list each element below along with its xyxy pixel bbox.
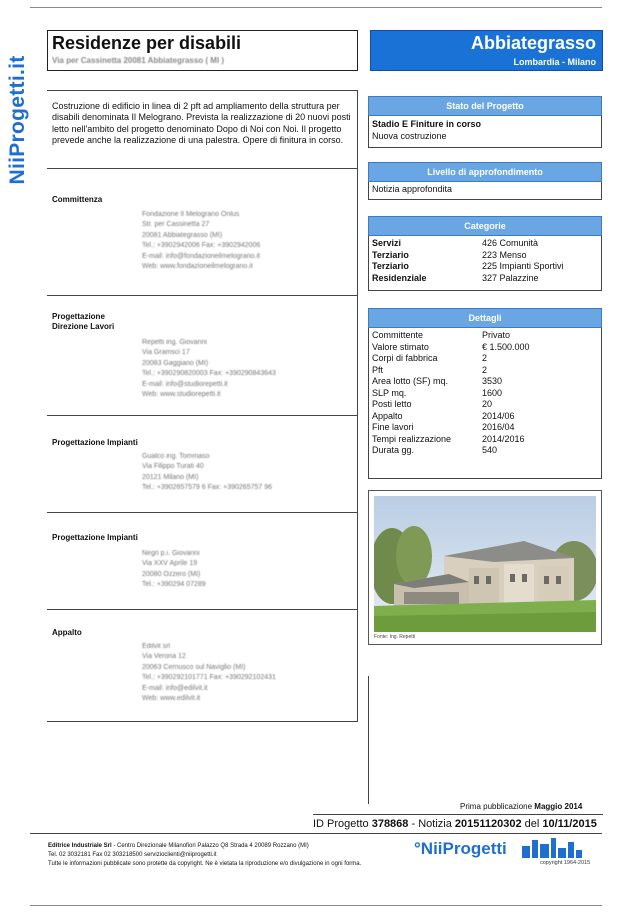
side-logo — [4, 30, 32, 210]
detail-line: Edilvit srl — [142, 643, 171, 650]
footer-logo: °NiiProgetti — [414, 839, 507, 858]
detail-line: Fondazione Il Melograno Onlus — [142, 211, 240, 218]
livello-header: Livello di approfondimento — [368, 162, 602, 182]
categoria-row: Servizi 426 Comunità — [372, 238, 539, 248]
section-details-impianti-2 — [142, 549, 206, 591]
dettaglio-row: Committente Privato — [372, 330, 511, 340]
section-rule — [47, 168, 358, 169]
categoria-row: Residenziale 327 Palazzine — [372, 272, 539, 283]
section-title-impianti-2: Progettazione Impianti — [52, 533, 138, 542]
footer-rule — [30, 833, 602, 834]
detail-line: Tel.: +390294 07289 — [142, 581, 206, 589]
stato-body — [368, 116, 602, 148]
id-rule — [313, 814, 603, 815]
detail-line: Web: www.edilvit.it — [142, 695, 201, 703]
section-rule — [47, 295, 358, 296]
rights-notice: Tutte le informazioni pubblicate sono protette da copyright. Ne è vietata la riproduzione e/o divulgazione in ogni forma. — [48, 861, 362, 867]
stato-stage: Stadio E Finiture in corso — [372, 119, 482, 129]
categorie-body — [368, 236, 602, 291]
right-column-border — [368, 676, 369, 804]
dettaglio-row: Appalto 2014/06 — [372, 410, 515, 421]
stato-type: Nuova costruzione — [372, 130, 447, 141]
bottom-rule — [30, 905, 602, 906]
detail-line: Str. per Cassinetta 27 — [142, 221, 210, 229]
side-logo-text: NiiProgetti.it — [6, 55, 29, 185]
detail-line: Via Gramsci 17 — [142, 349, 190, 357]
categoria-row: Terziario 223 Menso — [372, 249, 527, 260]
section-details-progettazione — [142, 338, 276, 400]
dettaglio-row: Corpi di fabbrica 2 — [372, 353, 488, 363]
desc-top-rule — [47, 90, 358, 91]
project-description: Costruzione di edificio in linea di 2 pft ad ampliamento della struttura per disabili denominata Il Melograno. Prevista la realizzazione di 20 nuovi posti letto nell'ambito del progetto denominato Dopo di Noi con Noi. Il progetto prevede anche la realizzazione di una palestra. Opere di finitura in corso. — [52, 101, 351, 145]
section-details-impianti-1 — [142, 452, 272, 494]
detail-line: Negri p.i. Giovanni — [142, 550, 200, 557]
stato-header: Stato del Progetto — [368, 96, 602, 116]
detail-line: Tel.: +3902657579 6 Fax: +390265757 96 — [142, 484, 272, 492]
detail-line: Web: www.studiorepetti.it — [142, 391, 221, 399]
section-rule — [47, 609, 358, 610]
publisher-contacts: Tel. 02 3032181 Fax 02 303218500 servizioclienti@niiprogetti.it — [48, 852, 217, 858]
section-rule — [47, 415, 358, 416]
detail-line: Via Verona 12 — [142, 653, 186, 661]
detail-line: Tel.: +390290820003 Fax: +390290843643 — [142, 370, 276, 378]
section-title-progettazione — [52, 312, 114, 332]
detail-line: Tel.: +390292101771 Fax: +390292102431 — [142, 674, 276, 682]
detail-line: Via XXV Aprile 19 — [142, 560, 198, 568]
categoria-row: Terziario 225 Impianti Sportivi — [372, 261, 564, 271]
section-title-impianti-1: Progettazione Impianti — [52, 438, 138, 447]
del-label: del — [524, 818, 540, 830]
dettaglio-row: Fine lavori 2016/04 — [372, 422, 515, 432]
detail-line: 20080 Ozzero (MI) — [142, 570, 201, 578]
detail-line: 20121 Milano (MI) — [142, 473, 199, 481]
copyright: copyright 1964-2015 — [540, 860, 591, 866]
photo-caption: Fonte: Ing. Repetti — [374, 634, 416, 640]
detail-line: Web: www.fondazioneilmelograno.it — [142, 263, 253, 271]
pub-value: Maggio 2014 — [534, 802, 583, 811]
dettaglio-row: Valore stimato € 1.500.000 — [372, 341, 530, 352]
section-rule — [47, 721, 358, 722]
detail-line: Gualco ing. Tommaso — [142, 453, 210, 460]
publisher-address: - Centro Direzionale Milanofiori Palazzo Q8 Strada 4 20089 Rozzano (MI) — [111, 843, 309, 849]
dettagli-body — [368, 328, 602, 479]
dettaglio-row: Durata gg. 540 — [372, 445, 498, 455]
id-value: 378868 — [371, 818, 409, 830]
title-box — [47, 30, 358, 71]
detail-line: E-mail: info@studiorepetti.it — [142, 380, 228, 388]
notizia-label: - Notizia — [411, 818, 452, 830]
section-details-committenza — [142, 210, 260, 272]
section-title-committenza: Committenza — [52, 195, 103, 204]
categorie-header: Categorie — [368, 216, 602, 236]
dettaglio-row: Posti letto 20 — [372, 399, 493, 409]
region-name: Lombardia - Milano — [513, 57, 596, 67]
project-title: Residenze per disabili — [52, 33, 242, 53]
dettagli-header: Dettagli — [368, 308, 602, 328]
project-address: Via per Cassinetta 20081 Abbiategrasso ( MI ) — [52, 56, 225, 65]
dettaglio-row: Area lotto (SF) mq. 3530 — [372, 376, 503, 386]
livello-value: Notizia approfondita — [372, 184, 453, 194]
city-box — [370, 30, 603, 71]
city-name: Abbiategrasso — [470, 33, 596, 53]
detail-line: Via Filippo Turati 40 — [142, 463, 204, 471]
del-value: 10/11/2015 — [542, 818, 597, 830]
pub-label: Prima pubblicazione — [460, 802, 533, 811]
notizia-value: 20151120302 — [454, 818, 522, 830]
detail-line: Repetti ing. Giovanni — [142, 339, 207, 346]
detail-line: Tel.: +3902942006 Fax: +3902942006 — [142, 242, 261, 250]
id-label: ID Progetto — [313, 818, 369, 830]
dettaglio-row: Tempi realizzazione 2014/2016 — [372, 433, 525, 444]
publisher-name: Editrice Industriale Srl — [48, 843, 112, 849]
title-line: Progettazione — [52, 312, 105, 321]
left-column-border — [357, 90, 358, 722]
building-rendering-image — [374, 496, 596, 632]
livello-body — [368, 182, 602, 200]
title-line: Direzione Lavori — [52, 322, 115, 331]
detail-line: E-mail: info@edilvit.it — [142, 684, 208, 692]
skyline-icon — [522, 836, 582, 858]
dettaglio-row: Pft 2 — [372, 364, 488, 375]
detail-line: 20081 Abbiategrasso (MI) — [142, 231, 223, 239]
detail-line: 20063 Cernusco sul Naviglio (MI) — [142, 663, 246, 671]
detail-line: 20083 Gaggiano (MI) — [142, 359, 209, 367]
publisher-line — [48, 843, 309, 849]
dettaglio-row: SLP mq. 1600 — [372, 387, 503, 398]
first-publication — [460, 802, 582, 811]
section-details-appalto — [142, 642, 276, 704]
top-rule — [30, 7, 602, 8]
project-rendering — [368, 490, 602, 645]
project-id-line — [313, 818, 597, 830]
section-title-appalto: Appalto — [52, 628, 82, 637]
detail-line: E-mail: info@fondazioneilmelograno.it — [142, 252, 260, 260]
section-rule — [47, 512, 358, 513]
